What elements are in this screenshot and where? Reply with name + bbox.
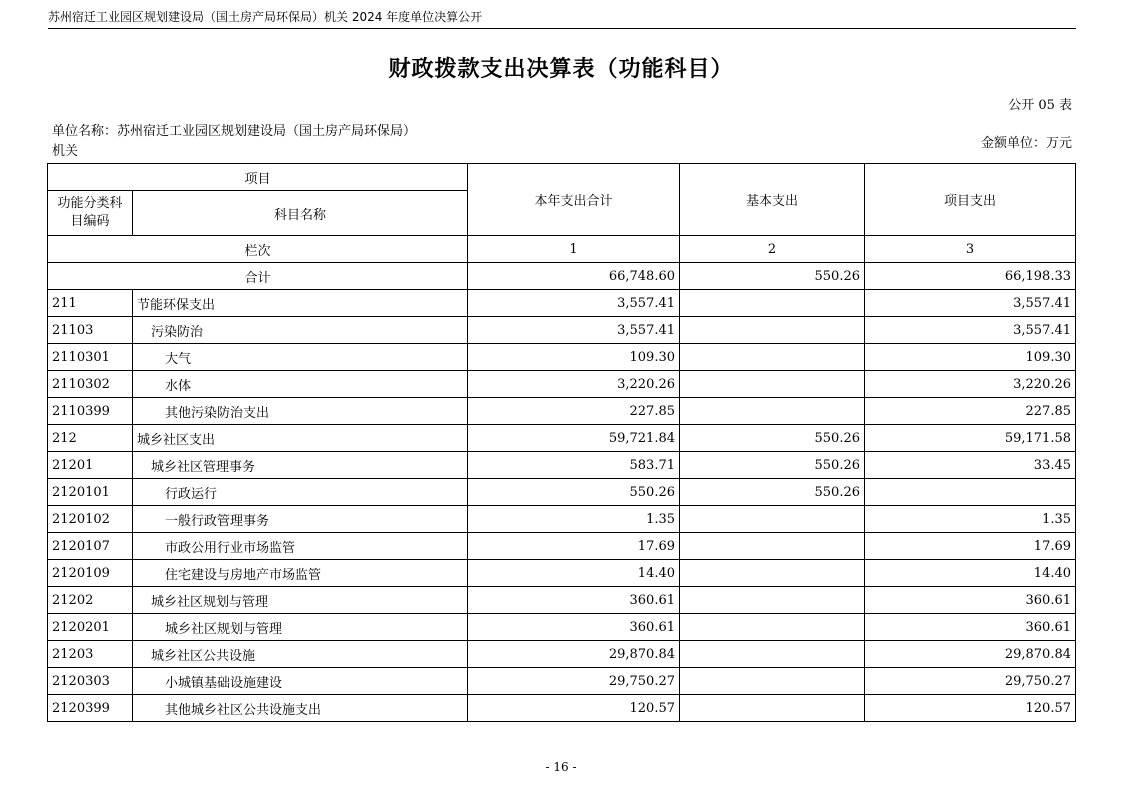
row-basic	[680, 587, 865, 614]
row-total: 3,220.26	[468, 371, 680, 398]
page-number: - 16 -	[545, 760, 577, 774]
header-project: 项目支出	[865, 164, 1076, 236]
row-name: 其他污染防治支出	[133, 398, 468, 425]
row-name: 住宅建设与房地产市场监管	[133, 560, 468, 587]
expenditure-table	[47, 163, 1076, 722]
row-code: 2110301	[48, 344, 133, 371]
row-name: 城乡社区规划与管理	[133, 614, 468, 641]
row-basic	[680, 695, 865, 722]
sum-label: 合计	[48, 263, 468, 290]
row-project: 360.61	[865, 614, 1076, 641]
table-row	[48, 371, 1076, 398]
header-total: 本年支出合计	[468, 164, 680, 236]
row-name: 水体	[133, 371, 468, 398]
row-name: 城乡社区管理事务	[133, 452, 468, 479]
unit-name	[52, 122, 482, 162]
row-project: 3,220.26	[865, 371, 1076, 398]
column-index-3: 3	[865, 236, 1076, 263]
row-code: 21203	[48, 641, 133, 668]
row-code: 21201	[48, 452, 133, 479]
row-basic	[680, 344, 865, 371]
row-code: 2120101	[48, 479, 133, 506]
row-name: 节能环保支出	[133, 290, 468, 317]
row-name: 小城镇基础设施建设	[133, 668, 468, 695]
table-row	[48, 452, 1076, 479]
row-code: 2110302	[48, 371, 133, 398]
row-code: 2120201	[48, 614, 133, 641]
row-basic	[680, 560, 865, 587]
row-code: 2110399	[48, 398, 133, 425]
table-row	[48, 425, 1076, 452]
row-name: 城乡社区规划与管理	[133, 587, 468, 614]
row-total: 550.26	[468, 479, 680, 506]
table-row	[48, 587, 1076, 614]
row-total: 1.35	[468, 506, 680, 533]
row-basic	[680, 398, 865, 425]
table-row	[48, 506, 1076, 533]
row-total: 3,557.41	[468, 290, 680, 317]
table-row	[48, 695, 1076, 722]
row-basic	[680, 371, 865, 398]
row-code: 212	[48, 425, 133, 452]
row-project: 109.30	[865, 344, 1076, 371]
table-row	[48, 398, 1076, 425]
row-total: 29,750.27	[468, 668, 680, 695]
row-name: 其他城乡社区公共设施支出	[133, 695, 468, 722]
column-index-2: 2	[680, 236, 865, 263]
row-code: 2120399	[48, 695, 133, 722]
row-name: 城乡社区支出	[133, 425, 468, 452]
row-basic	[680, 641, 865, 668]
document-title: 财政拨款支出决算表（功能科目）	[388, 57, 734, 82]
row-name: 市政公用行业市场监管	[133, 533, 468, 560]
row-basic: 550.26	[680, 425, 865, 452]
row-total: 360.61	[468, 587, 680, 614]
row-project: 3,557.41	[865, 317, 1076, 344]
row-basic	[680, 506, 865, 533]
row-basic	[680, 317, 865, 344]
row-basic	[680, 614, 865, 641]
row-project: 120.57	[865, 695, 1076, 722]
header-item: 项目	[48, 164, 468, 191]
table-row	[48, 641, 1076, 668]
column-index-label: 栏次	[48, 236, 468, 263]
unit-name-line1: 单位名称：苏州宿迁工业园区规划建设局（国土房产局环保局）	[52, 124, 417, 139]
row-project: 59,171.58	[865, 425, 1076, 452]
row-total: 360.61	[468, 614, 680, 641]
table-row	[48, 533, 1076, 560]
column-index-1: 1	[468, 236, 680, 263]
row-basic	[680, 290, 865, 317]
sum-basic: 550.26	[680, 263, 865, 290]
row-name: 行政运行	[133, 479, 468, 506]
running-header: 苏州宿迁工业园区规划建设局（国土房产局环保局）机关 2024 年度单位决算公开	[48, 10, 483, 24]
table-row	[48, 290, 1076, 317]
row-code: 2120102	[48, 506, 133, 533]
table-row	[48, 668, 1076, 695]
table-row	[48, 560, 1076, 587]
row-project: 360.61	[865, 587, 1076, 614]
row-total: 227.85	[468, 398, 680, 425]
header-name: 科目名称	[133, 191, 468, 236]
form-code: 公开 05 表	[1008, 98, 1072, 113]
header-rule	[48, 28, 1076, 29]
row-project	[865, 479, 1076, 506]
row-code: 21202	[48, 587, 133, 614]
row-code: 2120107	[48, 533, 133, 560]
row-name: 污染防治	[133, 317, 468, 344]
row-total: 109.30	[468, 344, 680, 371]
row-code: 2120303	[48, 668, 133, 695]
row-total: 583.71	[468, 452, 680, 479]
row-total: 3,557.41	[468, 317, 680, 344]
header-basic: 基本支出	[680, 164, 865, 236]
row-project: 29,750.27	[865, 668, 1076, 695]
unit-name-line2: 机关	[52, 144, 79, 159]
row-basic	[680, 668, 865, 695]
row-project: 3,557.41	[865, 290, 1076, 317]
header-row-item	[48, 164, 1076, 191]
row-total: 120.57	[468, 695, 680, 722]
row-project: 33.45	[865, 452, 1076, 479]
sum-project: 66,198.33	[865, 263, 1076, 290]
row-total: 29,870.84	[468, 641, 680, 668]
table-row	[48, 317, 1076, 344]
sum-total: 66,748.60	[468, 263, 680, 290]
table-row	[48, 479, 1076, 506]
table-row	[48, 344, 1076, 371]
row-name: 城乡社区公共设施	[133, 641, 468, 668]
row-project: 1.35	[865, 506, 1076, 533]
row-code: 2120109	[48, 560, 133, 587]
row-total: 17.69	[468, 533, 680, 560]
row-project: 17.69	[865, 533, 1076, 560]
row-basic	[680, 533, 865, 560]
row-basic: 550.26	[680, 479, 865, 506]
row-name: 大气	[133, 344, 468, 371]
row-project: 14.40	[865, 560, 1076, 587]
row-project: 227.85	[865, 398, 1076, 425]
row-code: 21103	[48, 317, 133, 344]
header-code: 功能分类科目编码	[48, 191, 133, 236]
row-total: 14.40	[468, 560, 680, 587]
sum-row	[48, 263, 1076, 290]
table-row	[48, 614, 1076, 641]
column-index-row	[48, 236, 1076, 263]
row-code: 211	[48, 290, 133, 317]
row-project: 29,870.84	[865, 641, 1076, 668]
row-name: 一般行政管理事务	[133, 506, 468, 533]
amount-unit: 金额单位：万元	[980, 136, 1072, 151]
row-total: 59,721.84	[468, 425, 680, 452]
row-basic: 550.26	[680, 452, 865, 479]
